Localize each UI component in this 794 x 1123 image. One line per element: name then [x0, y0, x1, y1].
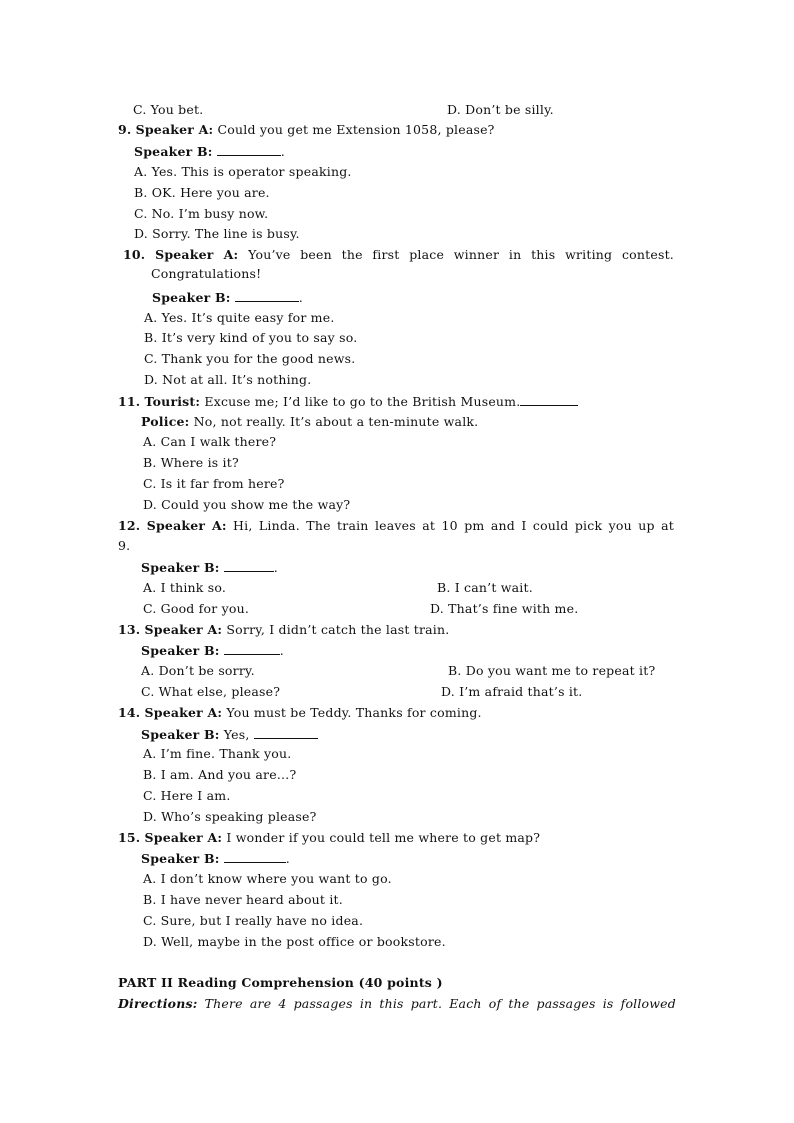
q9-option-d: D. Sorry. The line is busy.: [134, 226, 300, 241]
question-12-prompt: [118, 518, 674, 534]
q12-option-a: A. I think so.: [143, 580, 227, 595]
question-number: 10.: [123, 247, 146, 262]
q13-option-b: B. Do you want me to repeat it?: [448, 663, 656, 678]
q11-option-c: C. Is it far from here?: [143, 476, 285, 491]
speaker-a-text: You must be Teddy. Thanks for coming.: [226, 705, 482, 720]
speaker-b-label: Speaker B:: [152, 290, 231, 305]
speaker-b-label: Speaker B:: [141, 851, 220, 866]
question-9-response: Speaker B: .: [134, 144, 285, 159]
question-number: 13.: [118, 622, 141, 637]
speaker-b-label: Speaker B:: [141, 643, 220, 658]
question-14-response: [141, 726, 318, 743]
speaker-a-label: Speaker A:: [144, 830, 223, 845]
q13-option-d: D. I’m afraid that’s it.: [441, 684, 583, 699]
speaker-a-label: Speaker A:: [146, 518, 227, 533]
question-12-prompt-cont: 9.: [118, 538, 131, 553]
question-number: 9.: [118, 122, 132, 137]
q11-option-a: A. Can I walk there?: [143, 434, 277, 449]
question-12-response: Speaker B: .: [141, 560, 278, 575]
q14-option-a: A. I’m fine. Thank you.: [143, 746, 292, 761]
q10-option-c: C. Thank you for the good news.: [144, 351, 356, 366]
question-10-response: Speaker B: .: [152, 290, 303, 305]
speaker-a-text: You’ve been the first place winner in this writing contest.: [248, 247, 674, 262]
tourist-label: Tourist:: [144, 394, 201, 409]
q12-option-b: B. I can’t wait.: [437, 580, 533, 595]
q15-option-c: C. Sure, but I really have no idea.: [143, 913, 364, 928]
police-label: Police:: [141, 414, 190, 429]
answer-blank: [254, 726, 318, 739]
question-15-prompt: [118, 830, 540, 846]
speaker-a-text: Hi, Linda. The train leaves at 10 pm and I could pick you up at: [233, 518, 674, 533]
question-10-prompt: [123, 247, 674, 263]
answer-blank: [520, 393, 578, 406]
q11-option-b: B. Where is it?: [143, 455, 239, 470]
q13-option-a: A. Don’t be sorry.: [141, 663, 255, 678]
question-11-response: [141, 414, 478, 430]
speaker-b-label: Speaker B:: [134, 144, 213, 159]
question-number: 14.: [118, 705, 141, 720]
tourist-text: Excuse me; I’d like to go to the British Museum.: [204, 394, 521, 409]
q9-option-b: B. OK. Here you are.: [134, 185, 270, 200]
question-number: 15.: [118, 830, 141, 845]
q15-option-b: B. I have never heard about it.: [143, 892, 343, 907]
q10-option-b: B. It’s very kind of you to say so.: [144, 330, 358, 345]
question-13-response: Speaker B: .: [141, 643, 284, 658]
police-text: No, not really. It’s about a ten-minute walk.: [193, 414, 479, 429]
question-number: 11.: [118, 394, 141, 409]
question-14-prompt: [118, 705, 482, 721]
q10-option-a: A. Yes. It’s quite easy for me.: [144, 310, 335, 325]
speaker-a-text: Could you get me Extension 1058, please?: [217, 122, 495, 137]
answer-blank: [235, 289, 299, 302]
question-15-response: Speaker B: .: [141, 851, 290, 866]
q12-option-d: D. That’s fine with me.: [430, 601, 579, 616]
q14-option-c: C. Here I am.: [143, 788, 231, 803]
speaker-b-label: Speaker B:: [141, 727, 220, 742]
directions-label: Directions:: [118, 996, 198, 1011]
q9-option-a: A. Yes. This is operator speaking.: [134, 164, 352, 179]
speaker-b-label: Speaker B:: [141, 560, 220, 575]
speaker-a-label: Speaker A:: [144, 705, 223, 720]
q15-option-a: A. I don’t know where you want to go.: [143, 871, 392, 886]
speaker-b-text: Yes,: [223, 727, 250, 742]
q14-option-b: B. I am. And you are…?: [143, 767, 297, 782]
speaker-a-text: I wonder if you could tell me where to get map?: [226, 830, 541, 845]
q8-option-c: C. You bet.: [133, 102, 204, 117]
q8-option-d: D. Don’t be silly.: [447, 102, 554, 117]
question-13-prompt: [118, 622, 449, 638]
speaker-a-text: Sorry, I didn’t catch the last train.: [226, 622, 450, 637]
question-10-prompt-cont: Congratulations!: [151, 266, 262, 281]
q10-option-d: D. Not at all. It’s nothing.: [144, 372, 312, 387]
answer-blank: [224, 850, 286, 863]
part-2-heading: PART II Reading Comprehension (40 points ): [118, 975, 443, 990]
q13-option-c: C. What else, please?: [141, 684, 281, 699]
answer-blank: [224, 642, 280, 655]
directions-text: There are 4 passages in this part. Each of the passages is followed: [204, 996, 676, 1011]
part-2-directions: [118, 996, 676, 1012]
answer-blank: [224, 559, 274, 572]
q9-option-c: C. No. I’m busy now.: [134, 206, 269, 221]
answer-blank: [217, 143, 281, 156]
q12-option-c: C. Good for you.: [143, 601, 249, 616]
question-number: 12.: [118, 518, 141, 533]
speaker-a-label: Speaker A:: [135, 122, 214, 137]
q15-option-d: D. Well, maybe in the post office or bookstore.: [143, 934, 446, 949]
question-9-prompt: [118, 122, 495, 138]
speaker-a-label: Speaker A:: [155, 247, 239, 262]
q11-option-d: D. Could you show me the way?: [143, 497, 351, 512]
q14-option-d: D. Who’s speaking please?: [143, 809, 317, 824]
question-11-prompt: [118, 393, 578, 410]
speaker-a-label: Speaker A:: [144, 622, 223, 637]
